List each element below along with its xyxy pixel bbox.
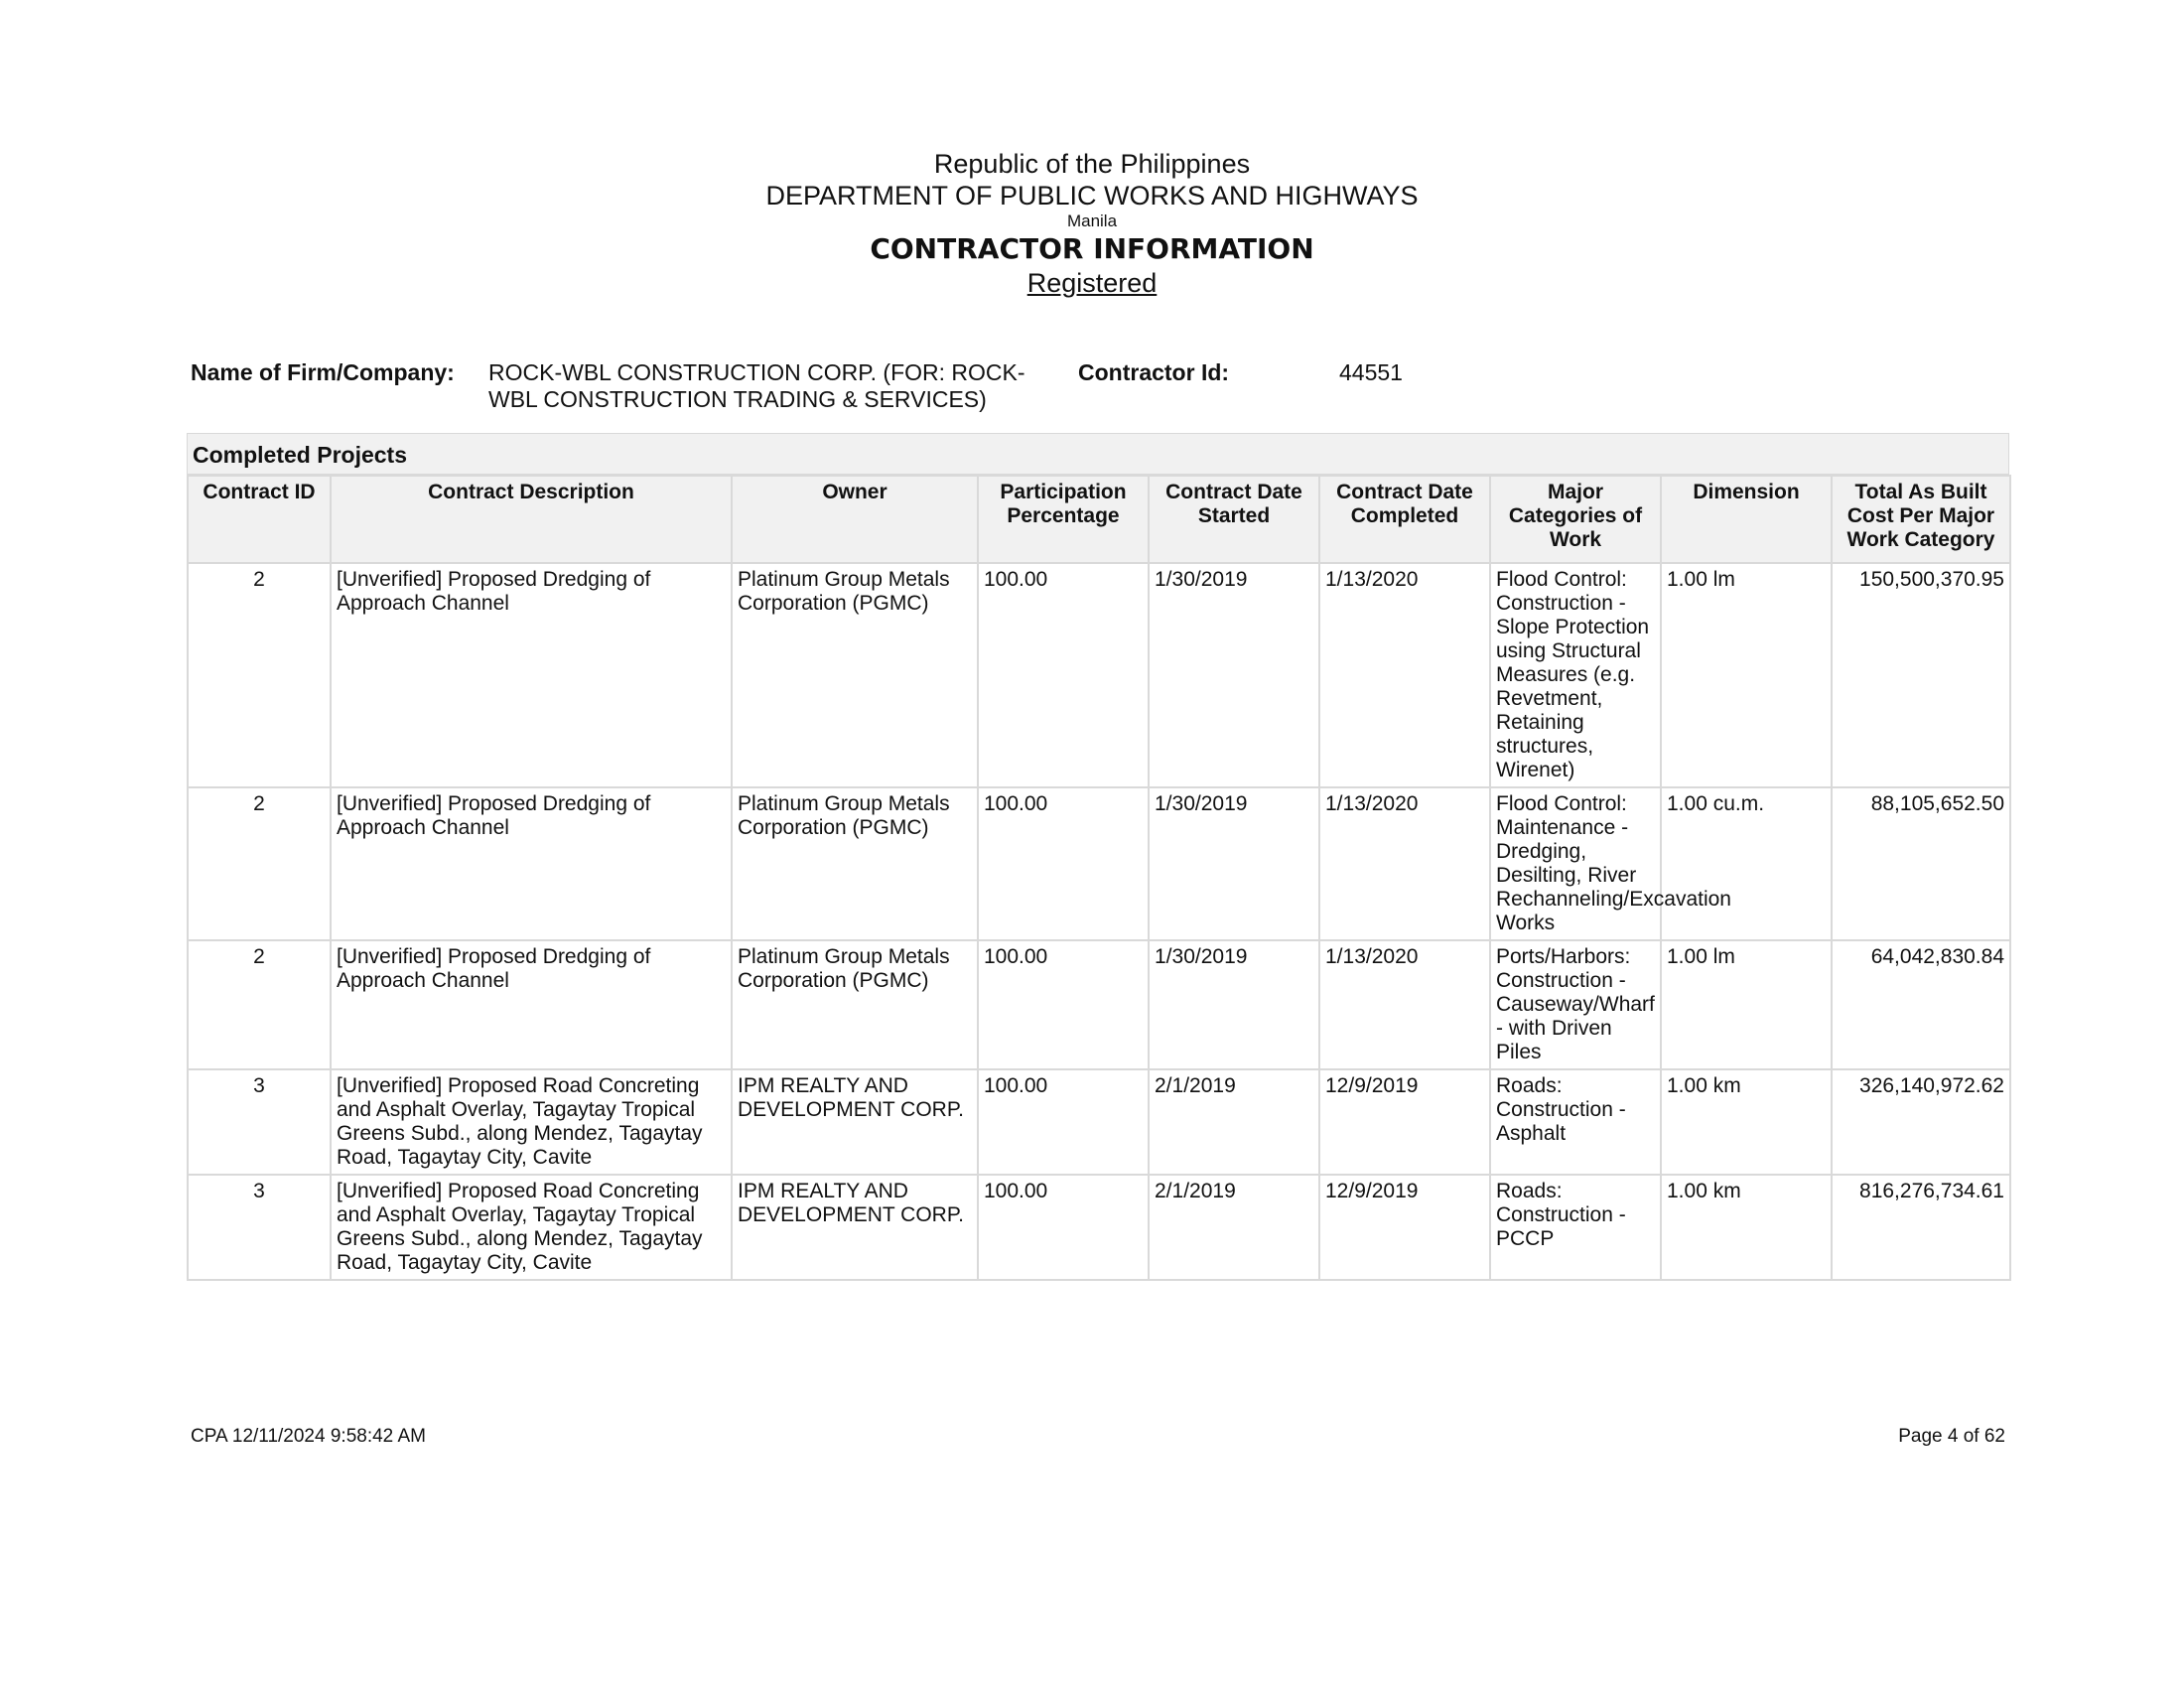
- table-row: [188, 940, 2010, 1069]
- cell-dimension: 1.00 lm: [1661, 563, 1832, 787]
- cell-date-completed: 12/9/2019: [1319, 1069, 1490, 1175]
- page-number: Page 4 of 62: [1898, 1426, 2005, 1447]
- print-timestamp: CPA 12/11/2024 9:58:42 AM: [191, 1426, 426, 1447]
- cell-participation: 100.00: [978, 787, 1149, 940]
- cell-date-completed: 1/13/2020: [1319, 787, 1490, 940]
- cell-description: [Unverified] Proposed Dredging of Approach Channel: [331, 563, 732, 787]
- document-header: [0, 147, 2184, 300]
- table-row: [188, 1175, 2010, 1280]
- city-line: Manila: [1066, 211, 1118, 230]
- table-row: [188, 787, 2010, 940]
- cell-dimension: 1.00 cu.m.: [1661, 787, 1832, 940]
- cell-category: Flood Control: Maintenance - Dredging, Desilting, River Rechanneling/Excavation Works: [1490, 787, 1661, 940]
- column-header: Dimension: [1661, 476, 1832, 563]
- cell-participation: 100.00: [978, 940, 1149, 1069]
- cell-owner: Platinum Group Metals Corporation (PGMC): [732, 940, 978, 1069]
- cell-contract-id: 2: [188, 563, 331, 787]
- registration-status: Registered: [1026, 268, 1158, 298]
- section-title: Completed Projects: [187, 433, 2009, 475]
- cell-participation: 100.00: [978, 1175, 1149, 1280]
- cell-date-started: 1/30/2019: [1149, 940, 1319, 1069]
- table-header-row: [188, 476, 2010, 563]
- department-line: DEPARTMENT OF PUBLIC WORKS AND HIGHWAYS: [765, 181, 1419, 211]
- cell-date-completed: 1/13/2020: [1319, 563, 1490, 787]
- cell-cost: 816,276,734.61: [1832, 1175, 2010, 1280]
- cell-description: [Unverified] Proposed Road Concreting and Asphalt Overlay, Tagaytay Tropical Greens Subd., along Mendez, Tagaytay Road, Tagaytay City, Cavite: [331, 1175, 732, 1280]
- column-header: Owner: [732, 476, 978, 563]
- page-title: CONTRACTOR INFORMATION: [870, 232, 1314, 265]
- contractor-id-label: Contractor Id:: [1078, 359, 1230, 385]
- cell-category: Roads: Construction - Asphalt: [1490, 1069, 1661, 1175]
- cell-participation: 100.00: [978, 563, 1149, 787]
- cell-contract-id: 2: [188, 940, 331, 1069]
- republic-line: Republic of the Philippines: [933, 149, 1251, 179]
- cell-contract-id: 3: [188, 1175, 331, 1280]
- column-header: Contract ID: [188, 476, 331, 563]
- cell-cost: 150,500,370.95: [1832, 563, 2010, 787]
- cell-owner: IPM REALTY AND DEVELOPMENT CORP.: [732, 1175, 978, 1280]
- cell-owner: Platinum Group Metals Corporation (PGMC): [732, 563, 978, 787]
- cell-category: Ports/Harbors: Construction - Causeway/Wharf - with Driven Piles: [1490, 940, 1661, 1069]
- cell-date-started: 2/1/2019: [1149, 1175, 1319, 1280]
- cell-date-completed: 12/9/2019: [1319, 1175, 1490, 1280]
- table-row: [188, 1069, 2010, 1175]
- column-header: Contract Date Completed: [1319, 476, 1490, 563]
- cell-category: Flood Control: Construction - Slope Protection using Structural Measures (e.g. Revetment, Retaining structures, Wirenet): [1490, 563, 1661, 787]
- firm-name-label: Name of Firm/Company:: [191, 359, 455, 385]
- cell-date-started: 1/30/2019: [1149, 787, 1319, 940]
- firm-name-value: ROCK-WBL CONSTRUCTION CORP. (FOR: ROCK-WBL CONSTRUCTION TRADING & SERVICES): [488, 359, 1025, 412]
- cell-owner: IPM REALTY AND DEVELOPMENT CORP.: [732, 1069, 978, 1175]
- cell-dimension: 1.00 km: [1661, 1175, 1832, 1280]
- cell-category: Roads: Construction - PCCP: [1490, 1175, 1661, 1280]
- cell-contract-id: 2: [188, 787, 331, 940]
- completed-projects-table: [187, 475, 2011, 1281]
- cell-dimension: 1.00 lm: [1661, 940, 1832, 1069]
- cell-cost: 64,042,830.84: [1832, 940, 2010, 1069]
- cell-cost: 326,140,972.62: [1832, 1069, 2010, 1175]
- cell-cost: 88,105,652.50: [1832, 787, 2010, 940]
- column-header: Major Categories of Work: [1490, 476, 1661, 563]
- table-row: [188, 563, 2010, 787]
- cell-description: [Unverified] Proposed Dredging of Approach Channel: [331, 787, 732, 940]
- cell-description: [Unverified] Proposed Road Concreting and Asphalt Overlay, Tagaytay Tropical Greens Subd., along Mendez, Tagaytay Road, Tagaytay City, Cavite: [331, 1069, 732, 1175]
- cell-date-started: 1/30/2019: [1149, 563, 1319, 787]
- cell-contract-id: 3: [188, 1069, 331, 1175]
- column-header: Total As Built Cost Per Major Work Category: [1832, 476, 2010, 563]
- cell-dimension: 1.00 km: [1661, 1069, 1832, 1175]
- column-header: Participation Percentage: [978, 476, 1149, 563]
- cell-date-completed: 1/13/2020: [1319, 940, 1490, 1069]
- cell-date-started: 2/1/2019: [1149, 1069, 1319, 1175]
- column-header: Contract Date Started: [1149, 476, 1319, 563]
- contractor-id-value: 44551: [1339, 359, 1403, 385]
- cell-owner: Platinum Group Metals Corporation (PGMC): [732, 787, 978, 940]
- cell-participation: 100.00: [978, 1069, 1149, 1175]
- cell-description: [Unverified] Proposed Dredging of Approach Channel: [331, 940, 732, 1069]
- column-header: Contract Description: [331, 476, 732, 563]
